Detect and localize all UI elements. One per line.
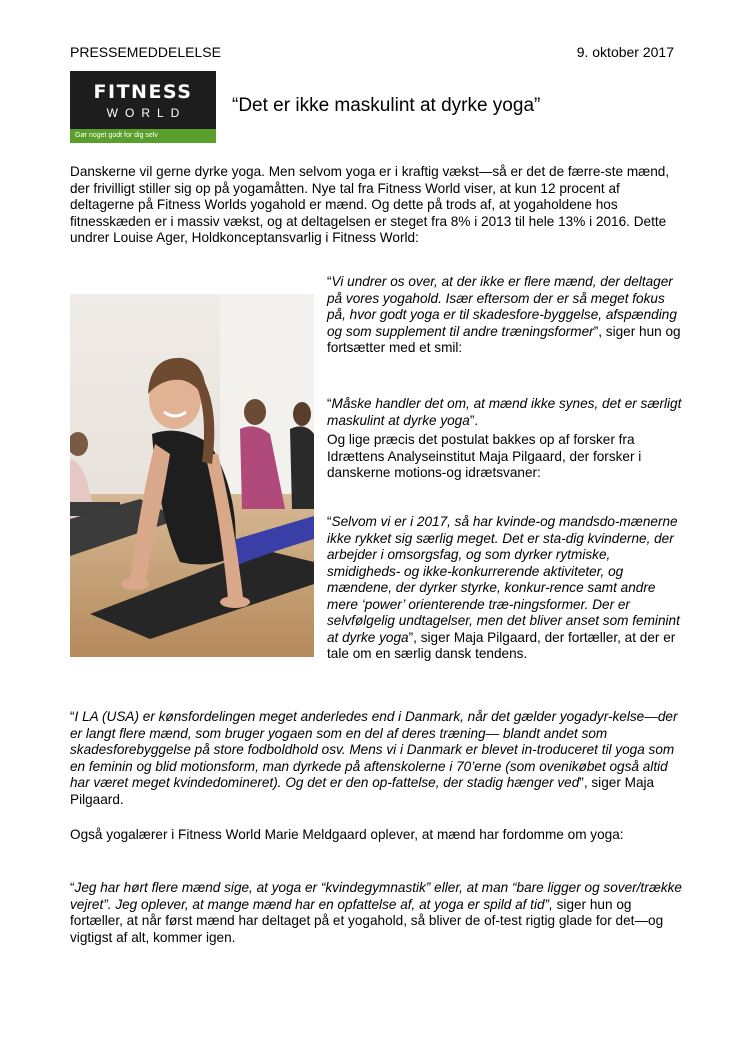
intro-paragraph: Danskerne vil gerne dyrke yoga. Men selvom yoga er i kraftig vækst—så er det de færre-ste mænd, der frivilligt stiller sig op på yogamåtten. Nye tal fra Fitness World viser, at kun 12 procent af deltagerne på Fitness Worlds yogahold er mænd. Og dette på trods af, at yogaholdene hos fitnesskæden er i massiv vækst, og at deltagelsen er steget fra 8% i 2013 til hele 13% i 2016. Dette undrer Louise Ager, Holdkonceptansvarlig i Fitness World: — [70, 164, 670, 245]
logo-tagline: Gør noget godt for dig selv — [70, 129, 216, 143]
fitness-world-logo — [70, 71, 216, 143]
logo-wordmark-main: FITNESS — [93, 81, 193, 103]
document-type-label: PRESSEMEDDELELSE — [70, 44, 221, 60]
quote-louise-ager-1: “Vi undrer os over, at der ikke er flere mænd, der deltager på vores yogahold. Især eftersom der er så meget fokus på, hvor godt yoga er til skadesfore-byggelse, afspænding og som supplement til andre træningsformer”, siger hun og fortsætter med et smil: — [327, 274, 681, 355]
quote-marie-meldgaard: “Jeg har hørt flere mænd sige, at yoga er “kvindegymnastik” eller, at man “bare ligger og sover/trække vejret”. Jeg oplever, at mange mænd har en opfattelse af, at yoga er spild af tid”, siger hun og fortæller, at når først mænd har deltaget på et yogahold, så bliver de of-test rigtig glade for det—og vigtigst af alt, kommer igen. — [70, 880, 682, 945]
teacher-intro-paragraph: Også yogalærer i Fitness World Marie Meldgaard oplever, at mænd har fordomme om yoga: — [70, 827, 624, 842]
researcher-intro-paragraph: Og lige præcis det postulat bakkes op af forsker fra Idrættens Analyseinstitut Maja Pilgaard, der forsker i danskerne motions-og idrætsvaner: — [327, 432, 642, 480]
headline: “Det er ikke maskulint at dyrke yoga” — [232, 95, 541, 116]
document-date: 9. oktober 2017 — [576, 44, 674, 60]
yoga-photo — [70, 294, 314, 657]
logo-wordmark-sub: WORLD — [106, 106, 187, 120]
quote-maja-pilgaard-1: “Selvom vi er i 2017, så har kvinde-og mandsdo-mænerne ikke rykket sig særlig meget. Det er sta-dig kvinderne, der arbejder i omsorgsfag, og som dyrker rytmiske, smidigheds- og ikke-konkurrerende aktiviteter, og mændene, der dyrker styrke, konkur-rence samt andre mere ‘power’ orienterende træ-ningsformer. Der er selvfølgelig undtagelser, men det bliver anset som feminint at dyrke yoga”, siger Maja Pilgaard, der fortæller, at der er tale om en særlig dansk tendens. — [327, 514, 680, 661]
quote-maja-pilgaard-2: “I LA (USA) er kønsfordelingen meget anderledes end i Danmark, når det gælder yogadyr-kelse—der er langt flere mænd, som bruger yogaen som en del af deres træning— blandt andet som skadesforebyggelse på store fodboldhold osv. Mens vi i Danmark er blevet in-troduceret til yoga som en feminin og blid motionsform, man dyrkede på aftenskolerne i 70’erne (som ovenikøbet også altid har været meget kvindedomineret). Og det er den op-fattelse, der stadig hænger ved”, siger Maja Pilgaard. — [70, 709, 678, 807]
quote-louise-ager-2: “Måske handler det om, at mænd ikke synes, det er særligt maskulint at dyrke yoga”. — [327, 396, 682, 428]
